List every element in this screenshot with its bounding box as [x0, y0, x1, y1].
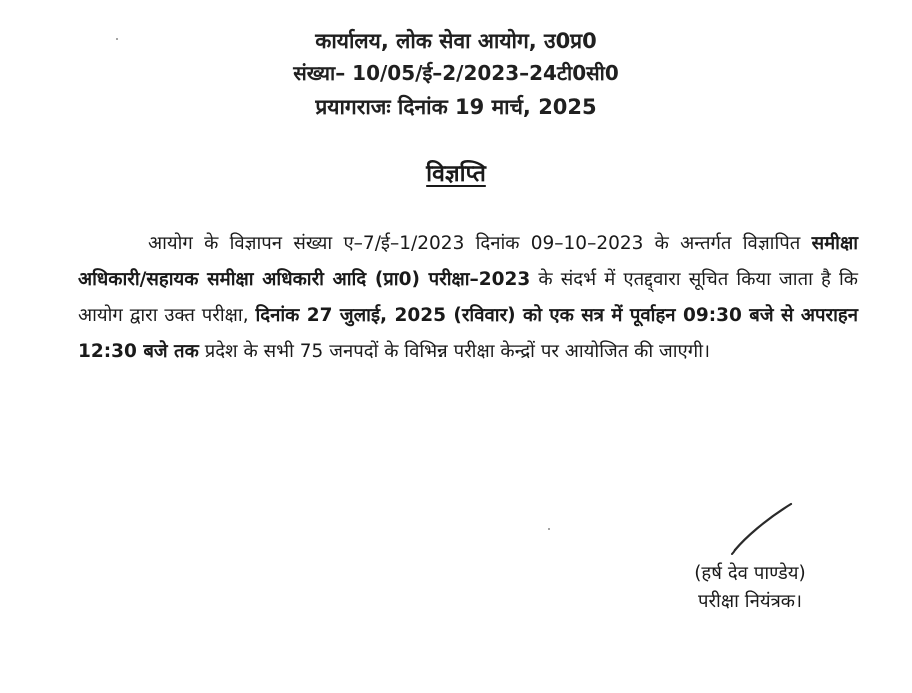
scan-speck: [548, 528, 550, 530]
place-date-heading: [0, 92, 912, 122]
body-segment-venue: प्रदेश के सभी 75 जनपदों के विभिन्न परीक्षा केन्द्रों पर आयोजित की जाएगी।: [198, 341, 710, 362]
office-name: कार्यालय, लोक सेवा आयोग, उ0प्र0: [315, 29, 597, 53]
signature-mark: [725, 500, 795, 555]
scan-speck: [116, 38, 118, 40]
signatory-block: [640, 560, 860, 616]
office-heading: [0, 26, 912, 56]
notice-body: [78, 226, 858, 370]
body-segment-exam-schedule: दिनांक 27 जुलाई, 2025 (रविवार) को एक सत्र में पूर्वाहन 09:30 बजे से अपराहन 12:30 बजे तक: [78, 305, 858, 362]
notice-title-text: विज्ञप्ति: [426, 161, 486, 187]
signatory-name: (हर्ष देव पाण्डेय): [694, 563, 806, 584]
signatory-designation: परीक्षा नियंत्रक।: [697, 591, 803, 612]
body-segment-context: के संदर्भ में एतद्द्वारा सूचित किया जाता है कि आयोग द्वारा उक्त परीक्षा,: [78, 269, 858, 326]
reference-number: संख्या– 10/05/ई–2/2023–24टी0सी0: [293, 61, 619, 85]
notice-title: [0, 158, 912, 190]
body-segment-exam-name: समीक्षा अधिकारी/सहायक समीक्षा अधिकारी आदि (प्रा0) परीक्षा–2023: [78, 233, 858, 290]
reference-heading: [0, 58, 912, 88]
body-segment-intro: आयोग के विज्ञापन संख्या ए–7/ई–1/2023 दिनांक 09–10–2023 के अन्तर्गत विज्ञापित: [148, 233, 812, 254]
place-date: प्रयागराजः दिनांक 19 मार्च, 2025: [315, 95, 597, 119]
